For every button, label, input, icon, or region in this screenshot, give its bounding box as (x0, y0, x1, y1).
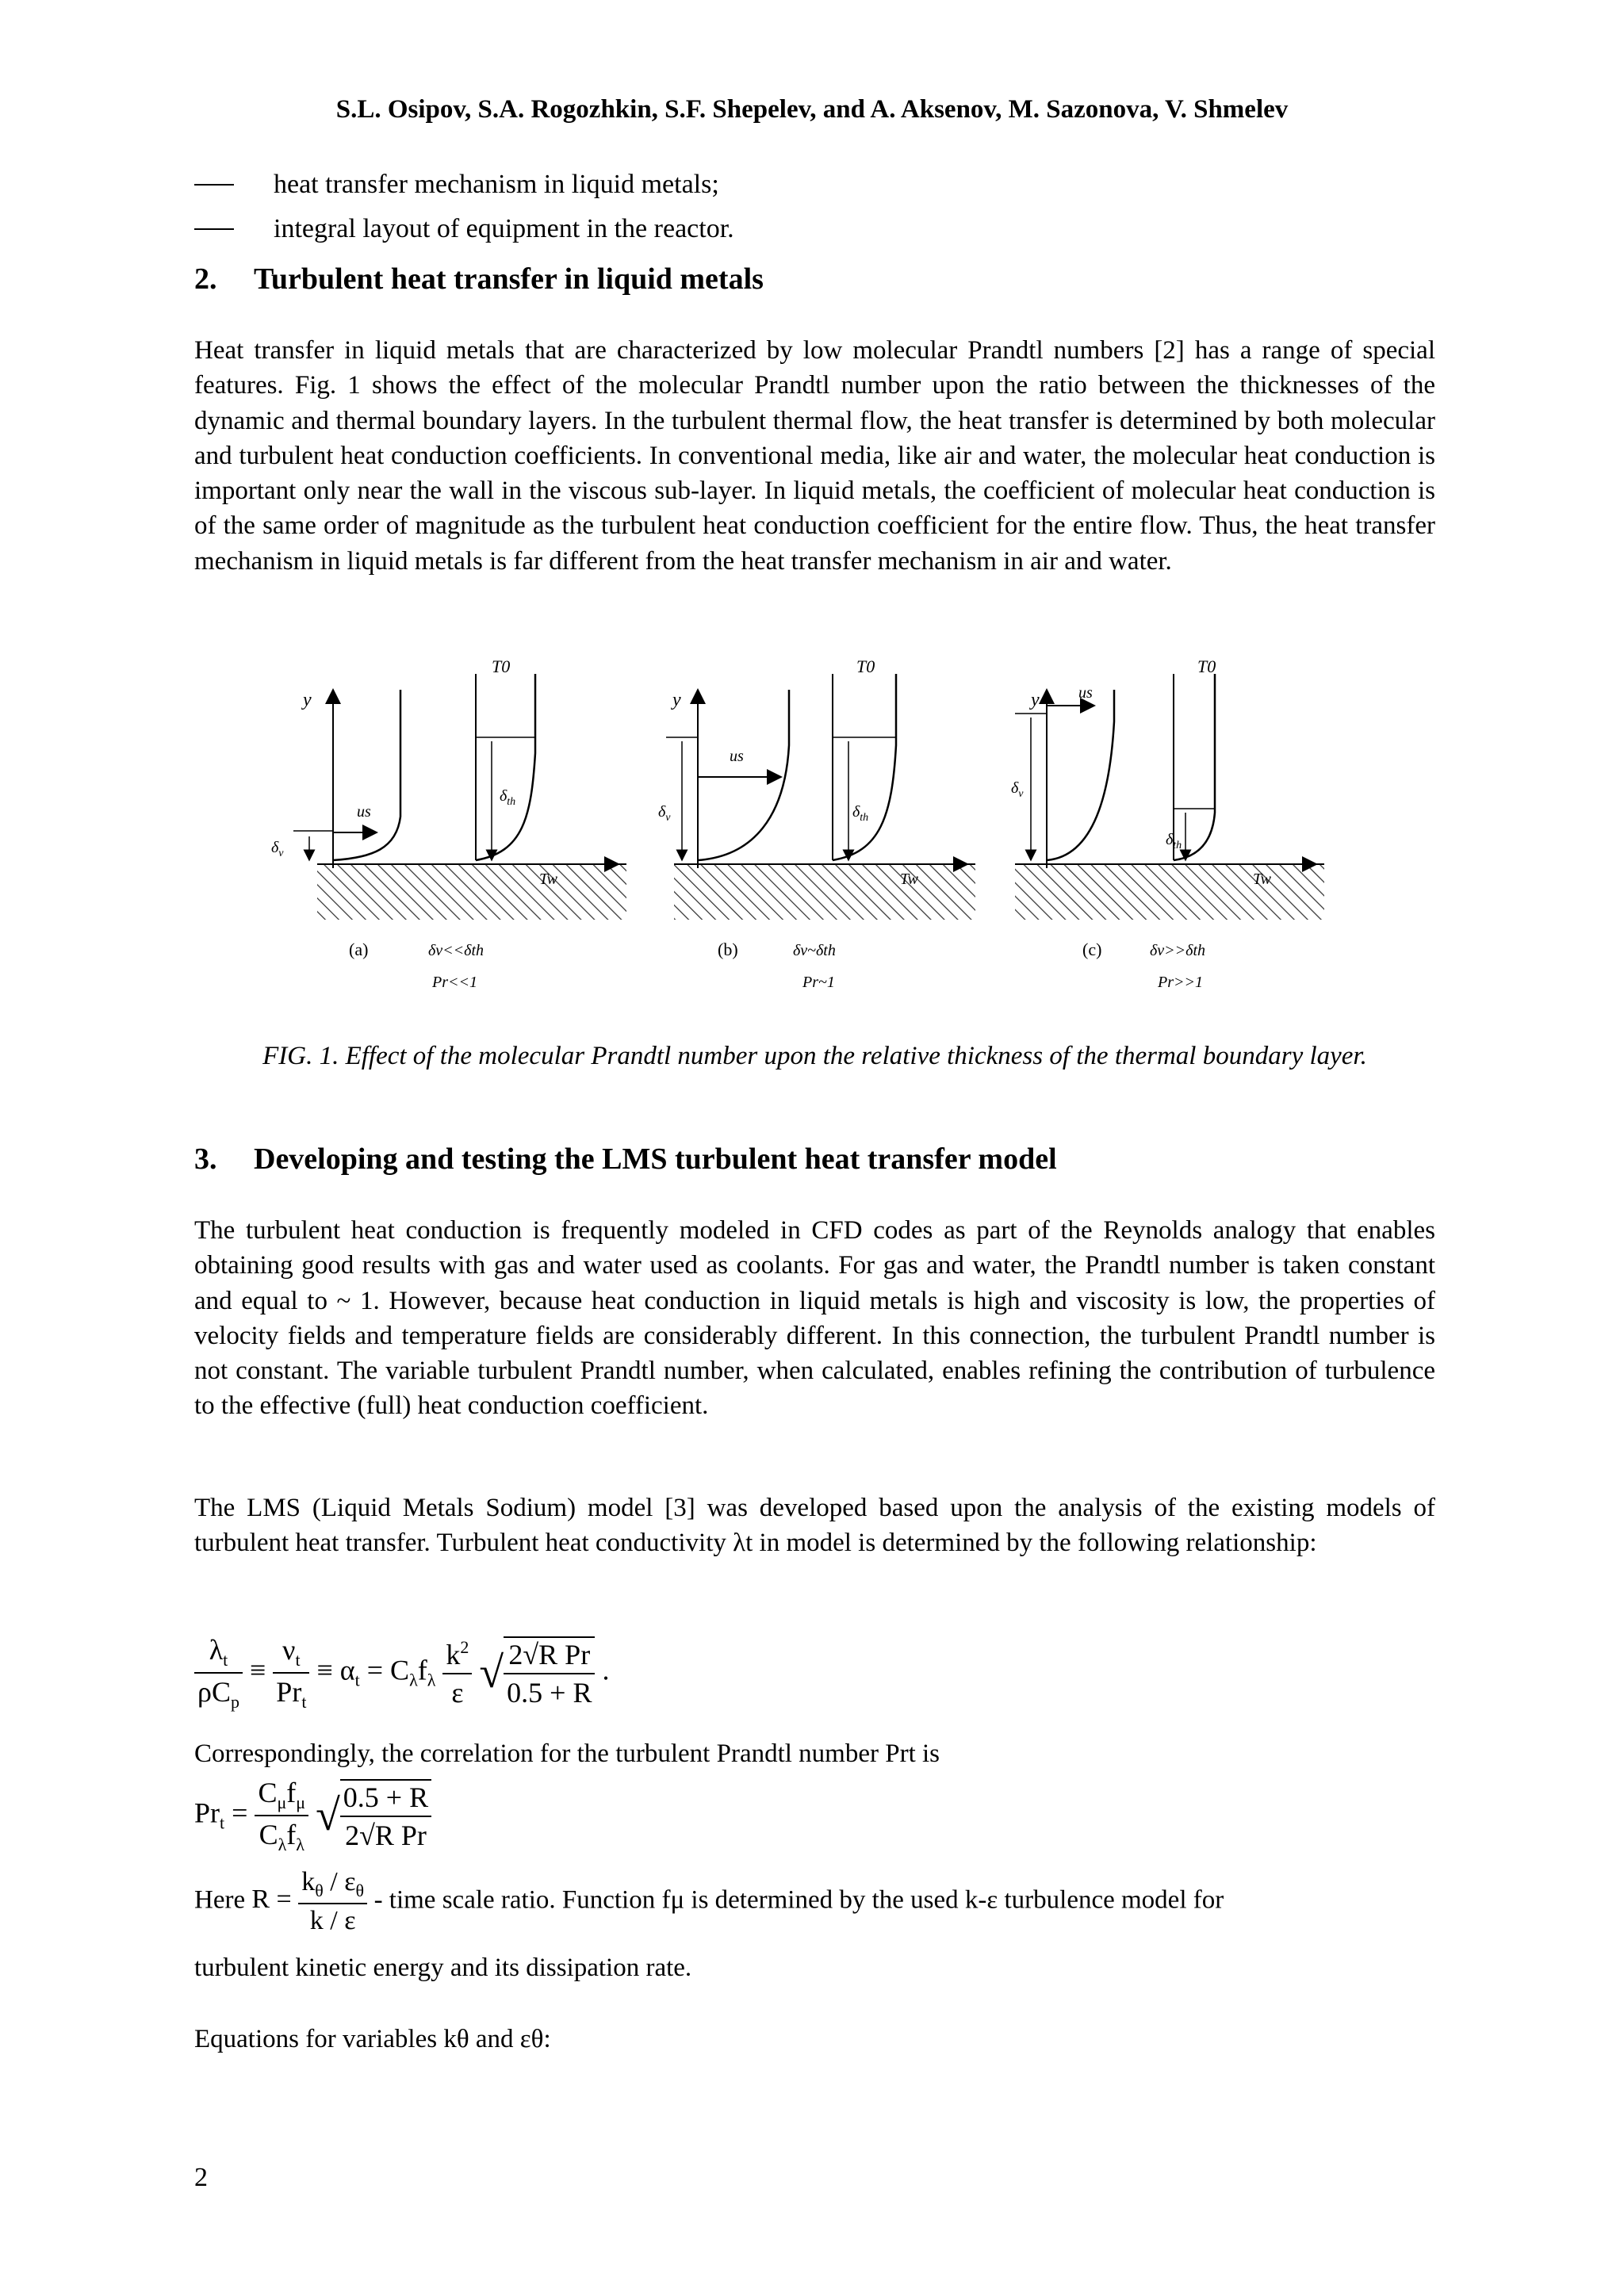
velocity-label: us (357, 803, 371, 821)
t0-label: T0 (492, 658, 511, 676)
panel-label: (a) (349, 939, 369, 959)
velocity-label: us (1078, 684, 1093, 702)
equations-for-text: Equations for variables kθ and εθ: (194, 2025, 551, 2053)
t0-label: T0 (1197, 658, 1216, 676)
temperature-profile (833, 674, 896, 860)
equation-prt: $Pr_t$ = $\frac{C_\mu f_\mu}{C_\lambda f_\lambda}$ √ $\frac{0.5 + R}{\text{2√R Pr}}$ (194, 1776, 431, 1855)
y-axis-label: y (672, 690, 681, 710)
bullet-list (194, 163, 1447, 251)
temperature-profile (1174, 674, 1215, 860)
section-title: Turbulent heat transfer in liquid metals (254, 262, 764, 296)
panel-label: (b) (718, 939, 738, 959)
velocity-profile (1047, 690, 1114, 860)
page-number: 2 (194, 2163, 208, 2192)
y-axis-label: y (1031, 690, 1040, 710)
delta-v-label: $\delta_v$ (271, 839, 284, 859)
temperature-profile (476, 674, 535, 860)
here-prefix: Here (194, 1885, 246, 1915)
panel-a (271, 658, 626, 991)
section-title: Developing and testing the LMS turbulent heat transfer model (254, 1142, 1057, 1176)
list-item-text: heat transfer mechanism in liquid metals; (274, 170, 719, 199)
section-3-paragraph-1: The turbulent heat conduction is frequently modeled in CFD codes as part of the Reynolds analogy that enables obtaining good results with gas and water used as coolants. For gas and water, the Prandtl number is taken constant and equal to ~ 1. However, because heat conduction in liquid metals is high and viscosity is low, the properties of velocity fields and temperature fields are considerably different. In this connection, the turbulent Prandtl number is not constant. The variable turbulent Prandtl number, when calculated, enables refining the contribution of turbulence to the effective (full) heat conduction coefficient. (194, 1216, 1435, 1421)
section-3-paragraph-2: The LMS (Liquid Metals Sodium) model [3] was developed based upon the analysis of the existing models of turbulent heat transfer. Turbulent heat conductivity λt in model is determined by the following relationship: (194, 1494, 1435, 1558)
list-item (194, 207, 1447, 251)
delta-th-label: $\delta_{th}$ (500, 787, 516, 808)
figure-caption: FIG. 1. Effect of the molecular Prandtl number upon the relative thickness of the thermal boundary layer. (262, 1042, 1367, 1070)
panel-prandtl: Pr>>1 (1158, 974, 1203, 991)
correspondingly-text: Correspondingly, the correlation for the turbulent Prandtl number Prt is (194, 1739, 940, 1768)
delta-v-label: $\delta_v$ (1011, 779, 1024, 800)
panel-relation: δv<<δth (428, 942, 485, 959)
here-line (194, 1867, 1435, 1936)
panel-label: (c) (1082, 939, 1102, 959)
tw-label: Tw (1253, 871, 1271, 888)
panel-relation: δv>>δth (1150, 942, 1206, 959)
panel-c (1011, 658, 1324, 991)
section-number: 3. (194, 1142, 217, 1176)
panel-relation: δv~δth (793, 942, 836, 959)
wall-hatch (317, 864, 626, 920)
running-header: S.L. Osipov, S.A. Rogozhkin, S.F. Shepelev, and A. Aksenov, M. Sazonova, V. Shmelev (335, 95, 1289, 124)
here-suffix: - time scale ratio. Function fμ is determined by the used k-ε turbulence model for (373, 1885, 1224, 1915)
list-item (194, 163, 1447, 207)
delta-v-label: $\delta_v$ (658, 803, 671, 824)
velocity-profile (333, 690, 400, 860)
tw-label: Tw (539, 871, 557, 888)
tw-label: Tw (900, 871, 918, 888)
delta-th-label: $\delta_{th}$ (852, 803, 869, 824)
section-3-heading (194, 1142, 1057, 1177)
velocity-label: us (730, 748, 744, 765)
delta-th-label: $\delta_{th}$ (1166, 831, 1182, 851)
equation-lambda-t: $\frac{\lambda_t}{\rho C_p}$ ≡ $\frac{\nu_t}{Pr_t}$ ≡ $\alpha_t = C_\lambda f_\lambda$ $\frac{k^2}{\varepsilon}$ √ $\frac{\text{2√R Pr}}{0.5 + R}$ . (194, 1633, 609, 1712)
section-number: 2. (194, 262, 217, 296)
dash-marker (194, 228, 234, 230)
boundary-layer-figure (238, 658, 1348, 1015)
velocity-profile (698, 690, 789, 860)
t0-label: T0 (856, 658, 875, 676)
here-line-2: turbulent kinetic energy and its dissipation rate. (194, 1954, 692, 1982)
wall-hatch (674, 864, 975, 920)
y-axis-label: y (303, 690, 312, 710)
panel-prandtl: Pr<<1 (432, 974, 477, 991)
dash-marker (194, 184, 234, 186)
panel-prandtl: Pr~1 (802, 974, 835, 991)
section-2-heading (194, 262, 764, 297)
wall-hatch (1015, 864, 1324, 920)
equation-r: R = $\frac{k_\theta / \varepsilon_\theta}{k / \varepsilon}$ (251, 1885, 373, 1914)
list-item-text: integral layout of equipment in the reactor. (274, 214, 734, 243)
section-2-paragraph: Heat transfer in liquid metals that are characterized by low molecular Prandtl numbers [2] has a range of special features. Fig. 1 shows the effect of the molecular Prandtl number upon the ratio between the thicknesses of the dynamic and thermal boundary layers. In the turbulent thermal flow, the heat transfer is determined by both molecular and turbulent heat conduction coefficients. In conventional media, like air and water, the molecular heat conduction is important only near the wall in the viscous sub-layer. In liquid metals, the coefficient of molecular heat conduction is of the same order of magnitude as the turbulent heat conduction coefficient for the entire flow. Thus, the heat transfer mechanism in liquid metals is far different from the heat transfer mechanism in air and water. (194, 336, 1435, 576)
panel-b (658, 658, 975, 991)
